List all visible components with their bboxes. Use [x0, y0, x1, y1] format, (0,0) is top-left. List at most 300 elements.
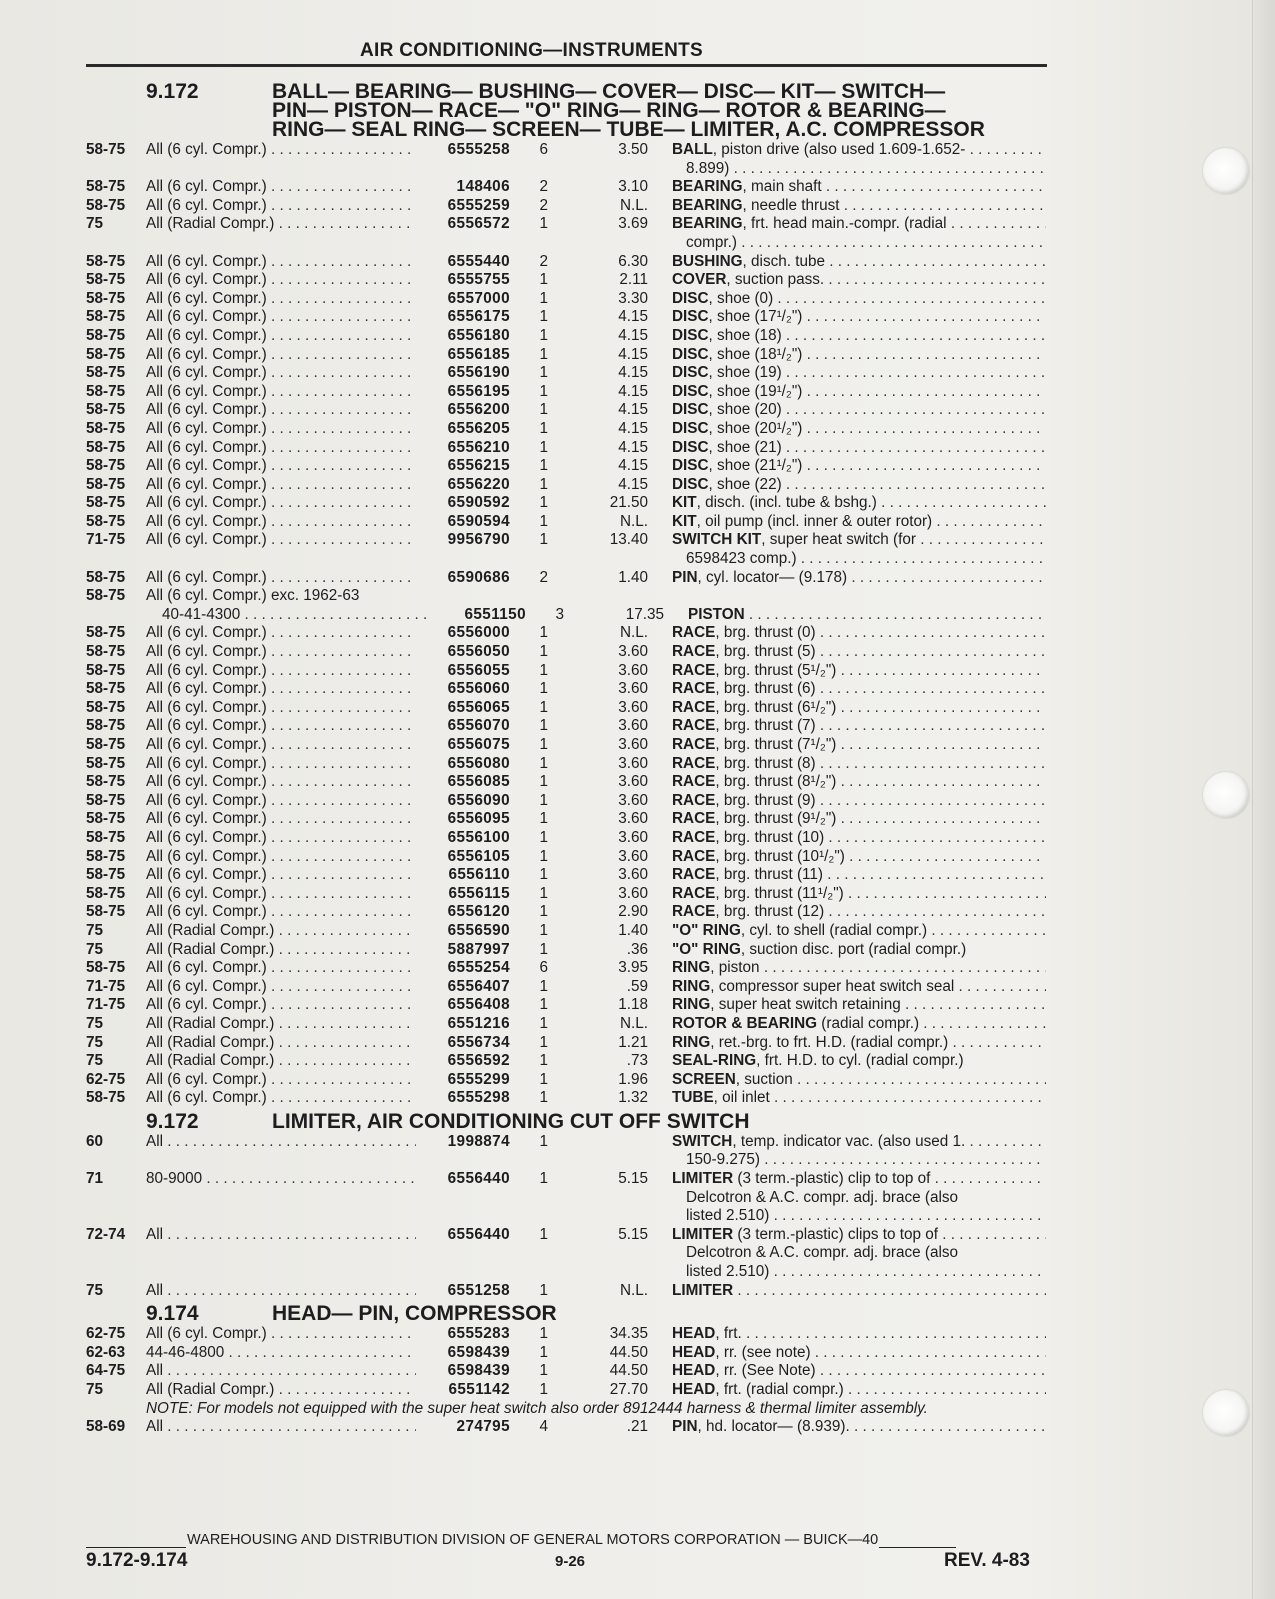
description-text: , shoe (19)	[708, 364, 782, 382]
description-continuation	[86, 1244, 1046, 1263]
part-number: 6555254	[447, 959, 510, 977]
part-number: 6556590	[447, 921, 510, 939]
part-number: 1998874	[447, 1132, 510, 1150]
model	[146, 271, 416, 290]
model	[146, 178, 416, 197]
year-range: 75	[86, 1381, 104, 1398]
spacer	[86, 1151, 650, 1170]
part-number: 6556408	[447, 996, 510, 1014]
model-text: All (6 cyl. Compr.)	[146, 178, 267, 196]
quantity: 1	[539, 847, 548, 865]
footer-division: WAREHOUSING AND DISTRIBUTION DIVISION OF GENERAL MOTORS CORPORATION — BUICK—40	[187, 1532, 879, 1548]
year-range: 58-75	[86, 866, 126, 884]
part-number: 6556065	[447, 698, 510, 716]
quantity: 1	[539, 364, 548, 382]
description-text: , shoe (21¹/₂")	[708, 457, 803, 475]
table-row	[86, 1034, 1046, 1053]
year-range: 71	[86, 1170, 104, 1188]
quantity: 2	[539, 568, 548, 586]
description	[650, 996, 1046, 1015]
part-name: PISTON	[688, 605, 745, 623]
table-row	[86, 662, 1046, 681]
continuation-text	[650, 1263, 1046, 1282]
part-name: RACE	[672, 791, 716, 809]
part-number: 6556175	[447, 308, 510, 326]
part-number: 9956790	[447, 531, 510, 549]
table-row	[86, 476, 1046, 495]
model-text: All (6 cyl. Compr.)	[146, 345, 267, 363]
description-text: , suction disc. port (radial compr.)	[740, 940, 967, 958]
model	[146, 1034, 416, 1053]
model	[146, 383, 416, 402]
part-name: HEAD	[672, 1343, 716, 1361]
quantity: 1	[539, 1225, 548, 1243]
description-continuation	[86, 1151, 1046, 1170]
year-range: 58-75	[86, 959, 126, 977]
part-number: 6556095	[447, 810, 510, 828]
table-row	[86, 885, 1046, 904]
model-text: All	[146, 1362, 163, 1380]
model	[146, 476, 416, 495]
part-name: SEAL-RING	[672, 1052, 757, 1070]
quantity: 1	[539, 866, 548, 884]
description-text: , frt.	[715, 1325, 742, 1343]
description	[650, 773, 1046, 792]
quantity: 1	[539, 736, 548, 753]
part-name: PIN	[672, 568, 698, 586]
description-text: (radial compr.)	[817, 1014, 920, 1032]
description-text: , shoe (18)	[708, 326, 782, 344]
model	[146, 1418, 416, 1437]
part-number: 6551150	[464, 605, 526, 623]
price: 4.15	[618, 457, 648, 475]
quantity	[510, 587, 550, 606]
year-range: 58-75	[86, 773, 126, 791]
part-name: SWITCH	[672, 1132, 733, 1150]
model-text: All (6 cyl. Compr.)	[146, 568, 267, 586]
part-number: 6556060	[447, 680, 510, 698]
part-number: 6590686	[447, 568, 510, 586]
part-number: 6555283	[447, 1325, 510, 1343]
quantity: 1	[539, 1381, 548, 1398]
part-name: KIT	[672, 512, 697, 530]
quantity: 1	[539, 1052, 548, 1070]
description	[650, 680, 1046, 699]
description	[650, 736, 1046, 755]
price: 3.95	[618, 959, 648, 977]
model	[146, 1325, 416, 1344]
description-text: , rr. (see note)	[715, 1343, 811, 1361]
quantity: 1	[539, 401, 548, 419]
model-text: All (6 cyl. Compr.)	[146, 494, 267, 512]
price: 2.90	[618, 903, 648, 921]
model	[146, 736, 416, 755]
description-text: , cyl. to shell (radial compr.)	[740, 921, 928, 939]
description-text: , brg. thrust (6)	[715, 680, 816, 698]
section-title	[86, 82, 1046, 139]
description	[650, 922, 1046, 941]
part-name: PIN	[672, 1417, 698, 1435]
continuation-text	[650, 550, 1046, 569]
quantity: 1	[539, 215, 548, 233]
description	[650, 420, 1046, 439]
model-text: All (6 cyl. Compr.)	[146, 401, 267, 419]
description	[650, 215, 1046, 234]
model-text: 44-46-4800	[146, 1343, 225, 1361]
table-row	[86, 736, 1046, 755]
part-number: 6590594	[447, 512, 510, 530]
table-row	[86, 178, 1046, 197]
model	[146, 1226, 416, 1245]
model-text: All (6 cyl. Compr.)	[146, 326, 267, 344]
quantity: 1	[539, 680, 548, 698]
part-name: LIMITER	[672, 1281, 734, 1299]
model	[146, 308, 416, 327]
model-text: All (6 cyl. Compr.) exc. 1962-63	[146, 587, 360, 605]
price: 4.15	[618, 419, 648, 437]
description	[650, 494, 1046, 513]
part-number: 6556572	[447, 215, 510, 233]
description-text: , cyl. locator— (9.178)	[697, 568, 848, 586]
model-text: All	[146, 1417, 163, 1435]
model-text: All (Radial Compr.)	[146, 1014, 275, 1032]
description	[650, 1418, 1046, 1437]
price: 6.30	[618, 252, 648, 270]
part-name: RACE	[672, 773, 716, 791]
quantity: 1	[539, 457, 548, 475]
description-text: , piston drive (also used 1.609-1.652-	[712, 141, 966, 158]
table-row	[86, 308, 1046, 327]
model	[146, 885, 416, 904]
part-number: 6556185	[447, 345, 510, 363]
spacer	[86, 1244, 650, 1263]
part-name: DISC	[672, 308, 709, 326]
part-number: 6556220	[447, 475, 510, 493]
part-name: RING	[672, 959, 711, 977]
price: .59	[626, 977, 648, 995]
price: N.L.	[619, 1281, 648, 1299]
price: 34.35	[609, 1325, 648, 1343]
model	[146, 141, 416, 160]
model-text: All	[146, 1225, 163, 1243]
quantity: 6	[539, 959, 548, 977]
year-range: 58-75	[86, 587, 126, 605]
quantity: 1	[539, 475, 548, 493]
description-text: , brg. thrust (11¹/₂")	[715, 884, 844, 902]
description	[650, 476, 1046, 495]
description-text: , shoe (21)	[708, 438, 782, 456]
part-number: 6555755	[447, 271, 510, 289]
description-text: , ret.-brg. to frt. H.D. (radial compr.)	[710, 1033, 949, 1051]
price: 44.50	[609, 1343, 648, 1361]
description	[650, 1133, 1046, 1152]
table-row	[86, 680, 1046, 699]
price: 4.15	[618, 401, 648, 419]
quantity: 1	[539, 810, 548, 828]
part-number: 6556215	[447, 457, 510, 475]
part-number: 6555299	[447, 1070, 510, 1088]
description	[650, 792, 1046, 811]
part-name: DISC	[672, 289, 709, 307]
part-name: HEAD	[672, 1381, 716, 1398]
part-name: RING	[672, 1033, 711, 1051]
price: 3.10	[618, 178, 648, 196]
model-text: All (6 cyl. Compr.)	[146, 866, 267, 884]
model	[146, 699, 416, 718]
table-row	[86, 1344, 1046, 1363]
price: .73	[626, 1052, 648, 1070]
part-number: 6590592	[447, 494, 510, 512]
year-range: 75	[86, 940, 104, 958]
price: 3.50	[618, 141, 648, 158]
model	[146, 587, 416, 606]
model	[146, 903, 416, 922]
part-name: RACE	[672, 847, 716, 865]
continuation-value: Delcotron & A.C. compr. adj. brace (also	[686, 1244, 959, 1262]
section-title-line: PIN— PISTON— RACE— "O" RING— RING— ROTOR & BEARING—	[272, 99, 946, 122]
price: 3.60	[618, 773, 648, 791]
part-number: 6598439	[447, 1343, 510, 1361]
description	[650, 569, 1046, 588]
section-title-text	[272, 1302, 1046, 1326]
description	[650, 513, 1046, 532]
part-number: 6555258	[447, 141, 510, 158]
quantity: 1	[539, 661, 548, 679]
model-text: All (6 cyl. Compr.)	[146, 810, 267, 828]
description-continuation	[86, 1263, 1046, 1282]
description-text: , brg. thrust (11)	[715, 866, 824, 884]
price: 4.15	[618, 382, 648, 400]
continuation-text	[650, 234, 1046, 253]
description	[650, 1344, 1046, 1363]
year-range: 58-75	[86, 382, 126, 400]
price: 4.15	[618, 345, 648, 363]
footer-division-line	[86, 1532, 956, 1548]
year-range: 58-75	[86, 512, 126, 530]
description	[650, 253, 1046, 272]
binder-hole-top	[1203, 148, 1249, 194]
part-number: 6556200	[447, 401, 510, 419]
part-name: DISC	[672, 382, 709, 400]
table-row	[86, 773, 1046, 792]
table-row	[86, 141, 1046, 160]
model-text: All (6 cyl. Compr.)	[146, 512, 267, 530]
description	[650, 308, 1046, 327]
quantity: 2	[539, 196, 548, 214]
part-name: DISC	[672, 457, 709, 475]
price: 3.60	[618, 884, 648, 902]
table-row	[86, 364, 1046, 383]
header-rule	[86, 64, 1047, 67]
description-text: , frt. head main.-compr. (radial	[742, 215, 947, 233]
model-text: All (Radial Compr.)	[146, 921, 275, 939]
continuation-text	[650, 160, 1046, 179]
model-text: All (6 cyl. Compr.)	[146, 252, 267, 270]
model-text: All	[146, 1132, 163, 1150]
part-number: 6556050	[447, 643, 510, 661]
description	[650, 1325, 1046, 1344]
description-continuation	[86, 1189, 1046, 1208]
description-text: , brg. thrust (7¹/₂")	[715, 736, 837, 753]
quantity: 1	[539, 1281, 548, 1299]
quantity: 1	[539, 791, 548, 809]
description-text: , shoe (22)	[708, 475, 782, 493]
description-text: , hd. locator— (8.939).	[697, 1417, 850, 1435]
year-range: 58-75	[86, 252, 126, 270]
model-text: All (6 cyl. Compr.)	[146, 624, 267, 642]
part-number: 6556090	[447, 791, 510, 809]
part-name: RACE	[672, 736, 716, 753]
model	[146, 1071, 416, 1090]
part-number: 6556075	[447, 736, 510, 753]
spacer	[86, 234, 650, 253]
description	[650, 290, 1046, 309]
price: 4.15	[618, 308, 648, 326]
model-text: All (6 cyl. Compr.)	[146, 419, 267, 437]
description	[650, 383, 1046, 402]
continuation-value: Delcotron & A.C. compr. adj. brace (also	[686, 1188, 959, 1206]
model	[146, 253, 416, 272]
price: 1.40	[618, 568, 648, 586]
part-number: 6555440	[447, 252, 510, 270]
description-continuation	[86, 234, 1046, 253]
description	[650, 178, 1046, 197]
price	[550, 587, 650, 606]
description	[650, 1381, 1046, 1400]
quantity: 1	[539, 438, 548, 456]
part-number: 274795	[456, 1417, 510, 1435]
part-name: BUSHING	[672, 252, 743, 270]
part-name: DISC	[672, 326, 709, 344]
part-name: RACE	[672, 903, 716, 921]
price: 17.35	[625, 605, 664, 623]
part-number: 6556407	[447, 977, 510, 995]
year-range: 58-75	[86, 661, 126, 679]
section-title	[86, 1302, 1046, 1326]
quantity: 1	[539, 884, 548, 902]
model-text: All (6 cyl. Compr.)	[146, 475, 267, 493]
description-text: , suction	[735, 1070, 793, 1088]
model	[146, 531, 416, 550]
model-text: All (6 cyl. Compr.)	[146, 438, 267, 456]
model-text: All (6 cyl. Compr.)	[146, 531, 267, 549]
year-range: 58-75	[86, 475, 126, 493]
model-text: 40-41-4300	[162, 605, 241, 623]
quantity: 1	[539, 1362, 548, 1380]
model	[146, 1089, 416, 1108]
quantity: 1	[539, 624, 548, 642]
price: 3.30	[618, 289, 648, 307]
model	[146, 680, 416, 699]
part-name: ROTOR & BEARING	[672, 1014, 818, 1032]
part-number: 6555259	[447, 196, 510, 214]
description-text: , brg. thrust (5)	[715, 643, 816, 661]
part-name: BEARING	[672, 215, 743, 233]
part-number: 6556085	[447, 773, 510, 791]
continuation-value: 150-9.275)	[686, 1151, 760, 1169]
section-number: 9.172	[146, 80, 199, 103]
model	[146, 792, 416, 811]
price: 4.15	[618, 326, 648, 344]
year-range: 58-75	[86, 828, 126, 846]
description-text: , disch. tube	[742, 252, 826, 270]
model	[146, 1015, 416, 1034]
model	[146, 996, 416, 1015]
description-text: , brg. thrust (10)	[715, 828, 825, 846]
table-row	[86, 1071, 1046, 1090]
table-row	[86, 587, 1046, 606]
model	[146, 717, 416, 736]
description	[650, 587, 1046, 606]
description-text: , shoe (0)	[708, 289, 774, 307]
part-name: DISC	[672, 345, 709, 363]
table-row	[86, 346, 1046, 365]
part-number: 6556592	[447, 1052, 510, 1070]
description	[650, 1034, 1046, 1053]
description-text: , main shaft	[742, 178, 822, 196]
description-text: , disch. (incl. tube & bshg.)	[696, 494, 877, 512]
description	[650, 978, 1046, 997]
model-text: All (6 cyl. Compr.)	[146, 977, 267, 995]
description-continuation	[86, 160, 1046, 179]
price: 3.60	[618, 791, 648, 809]
description-text: , brg. thrust (10¹/₂")	[715, 847, 845, 865]
table-row	[86, 1226, 1046, 1245]
quantity: 1	[539, 921, 548, 939]
part-name: RACE	[672, 884, 716, 902]
table-row	[86, 1052, 1046, 1071]
table-row	[86, 290, 1046, 309]
quantity: 1	[539, 289, 548, 307]
description	[650, 717, 1046, 736]
part-number: 6556105	[447, 847, 510, 865]
model-text: All (Radial Compr.)	[146, 940, 275, 958]
spacer	[86, 550, 650, 569]
model-text: All (6 cyl. Compr.)	[146, 196, 267, 214]
price: 1.18	[618, 996, 648, 1014]
year-range: 58-75	[86, 884, 126, 902]
part-name: COVER	[672, 271, 727, 289]
price: 27.70	[609, 1381, 648, 1398]
footer-revision: REV. 4-83	[944, 1550, 1030, 1571]
model	[146, 866, 416, 885]
quantity: 1	[539, 996, 548, 1014]
model-text: 80-9000	[146, 1170, 203, 1188]
part-number: 6598439	[447, 1362, 510, 1380]
table-row	[86, 941, 1046, 960]
year-range: 58-75	[86, 401, 126, 419]
table-row	[86, 271, 1046, 290]
model	[146, 810, 416, 829]
price: N.L.	[619, 512, 648, 530]
spacer	[86, 1189, 650, 1208]
year-range: 75	[86, 215, 104, 233]
description	[650, 810, 1046, 829]
price: N.L.	[619, 1014, 648, 1032]
part-name: RACE	[672, 624, 716, 642]
model-text: All (6 cyl. Compr.)	[146, 680, 267, 698]
spacer	[86, 1207, 650, 1226]
model	[146, 327, 416, 346]
continuation-text	[650, 1151, 1046, 1170]
model	[146, 457, 416, 476]
quantity: 1	[539, 326, 548, 344]
description	[650, 1226, 1046, 1245]
model	[146, 606, 432, 625]
year-range: 58-75	[86, 754, 126, 772]
section-number: 9.172	[146, 1109, 199, 1133]
model-text: All (6 cyl. Compr.)	[146, 959, 267, 977]
